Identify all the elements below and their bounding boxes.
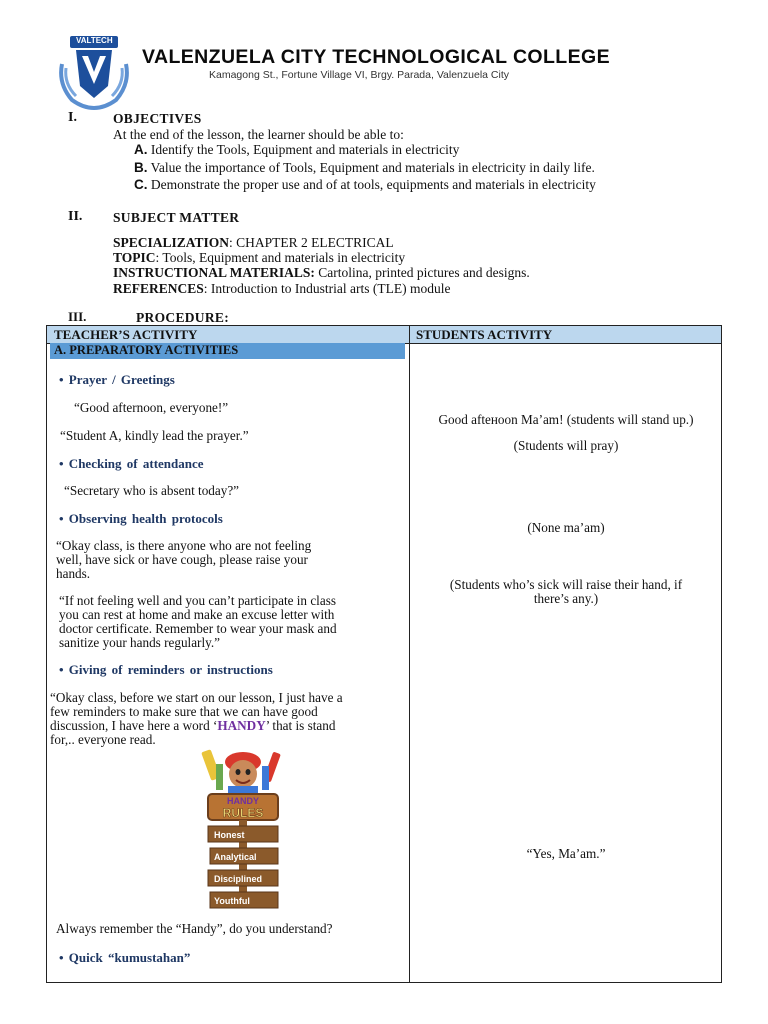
section-numeral-procedure: III. <box>68 309 87 324</box>
students-activity-header: STUDENTS ACTIVITY <box>416 327 553 342</box>
handy-item: Analytical <box>214 852 257 862</box>
objective-item-c <box>134 177 596 193</box>
specialization-value: : CHAPTER 2 ELECTRICAL <box>229 235 394 250</box>
health-heading: • Observing health protocols <box>59 511 223 526</box>
objective-text: Identify the Tools, Equipment and materials in electricity <box>150 142 460 157</box>
objectives-title: OBJECTIVES <box>113 111 202 126</box>
kumustahan-heading: • Quick “kumustahan” <box>59 950 191 965</box>
subject-matter-title: SUBJECT MATTER <box>113 210 240 225</box>
preparatory-activities-title: A. PREPARATORY ACTIVITIES <box>54 343 239 357</box>
references-line <box>113 281 450 297</box>
section-numeral-objectives: I. <box>68 110 77 125</box>
teacher-remember-handy: Always remember the “Handy”, do you understand? <box>56 921 333 936</box>
prayer-heading: • Prayer / Greetings <box>59 372 175 387</box>
materials-value: Cartolina, printed pictures and designs. <box>314 265 530 280</box>
specialization-line <box>113 235 394 251</box>
teacher-health-line: well, have sick or have cough, please raise your <box>56 552 308 567</box>
reminder-text: discussion, I have here a word ‘ <box>50 718 218 733</box>
student-sick-line: there’s any.) <box>533 591 599 606</box>
teacher-health-line: hands. <box>56 566 91 581</box>
topic-label: TOPIC <box>113 250 156 265</box>
references-label: REFERENCES <box>113 281 204 296</box>
objective-text: Demonstrate the proper use and of at tools, equipments and materials in electricity <box>150 177 596 192</box>
handy-word: HANDY <box>217 718 266 733</box>
teacher-rest-line: you can rest at home and make an excuse letter with <box>59 607 335 622</box>
teacher-rest-line: sanitize your hands regularly.” <box>59 635 220 650</box>
specialization-label: SPECIALIZATION <box>113 235 230 250</box>
objective-letter: A. <box>134 142 148 157</box>
handy-item: Honest <box>214 830 245 840</box>
materials-label: INSTRUCTIONAL MATERIALS: <box>113 265 315 280</box>
teacher-greeting: “Good afternoon, everyone!” <box>74 400 229 415</box>
references-value: : Introduction to Industrial arts (TLE) module <box>203 281 451 296</box>
teacher-health-line: “Okay class, is there anyone who are not feeling <box>56 538 312 553</box>
handy-rules-illustration <box>198 742 288 910</box>
student-yes: “Yes, Ma’am.” <box>526 846 606 861</box>
teacher-activity-header: TEACHER’S ACTIVITY <box>54 327 198 342</box>
objective-text: Value the importance of Tools, Equipment and materials in electricity in daily life. <box>150 160 595 175</box>
topic-value: : Tools, Equipment and materials in electricity <box>155 250 406 265</box>
handy-item: Youthful <box>214 896 250 906</box>
objective-item-b <box>134 160 595 176</box>
objective-letter: B. <box>134 160 148 175</box>
teacher-rest-line: “If not feeling well and you can’t participate in class <box>59 593 336 608</box>
reminder-text: ’ that is stand <box>265 718 336 733</box>
procedure-title: PROCEDURE: <box>136 310 229 325</box>
reminders-heading: • Giving of reminders or instructions <box>59 662 273 677</box>
logo-text: VALTECH <box>76 36 113 45</box>
materials-line <box>113 265 530 281</box>
teacher-lead-prayer: “Student A, kindly lead the prayer.” <box>60 428 249 443</box>
student-greeting-reply: Good afteноon Ma’am! (students will stand up.) <box>438 412 694 427</box>
college-logo <box>52 34 136 112</box>
college-address: Kamagong St., Fortune Village VI, Brgy. Parada, Valenzuela City <box>209 69 509 81</box>
objective-letter: C. <box>134 177 148 192</box>
handy-sign-text: HANDY <box>226 796 260 806</box>
section-numeral-subject: II. <box>68 209 83 224</box>
objective-item-a <box>134 142 459 158</box>
teacher-reminder-line <box>50 719 335 733</box>
objectives-intro: At the end of the lesson, the learner should be able to: <box>113 127 404 142</box>
teacher-reminder-line: “Okay class, before we start on our lesson, I just have a <box>50 690 343 705</box>
handy-item: Disciplined <box>214 874 263 884</box>
teacher-absent-question: “Secretary who is absent today?” <box>64 483 240 498</box>
teacher-reminder-line: few reminders to make sure that we can have good <box>50 704 318 719</box>
teacher-rest-line: doctor certificate. Remember to wear your mask and <box>59 621 337 636</box>
teacher-reminder-line: for,.. everyone read. <box>50 732 156 747</box>
student-sick-line: (Students who’s sick will raise their hand, if <box>449 577 683 592</box>
attendance-heading: • Checking of attendance <box>59 456 204 471</box>
topic-line <box>113 250 405 266</box>
student-pray: (Students will pray) <box>513 438 619 453</box>
college-name: VALENZUELA CITY TECHNOLOGICAL COLLEGE <box>142 46 611 68</box>
student-none: (None ma’am) <box>527 520 605 535</box>
handy-rules-text: RULES <box>222 806 264 820</box>
